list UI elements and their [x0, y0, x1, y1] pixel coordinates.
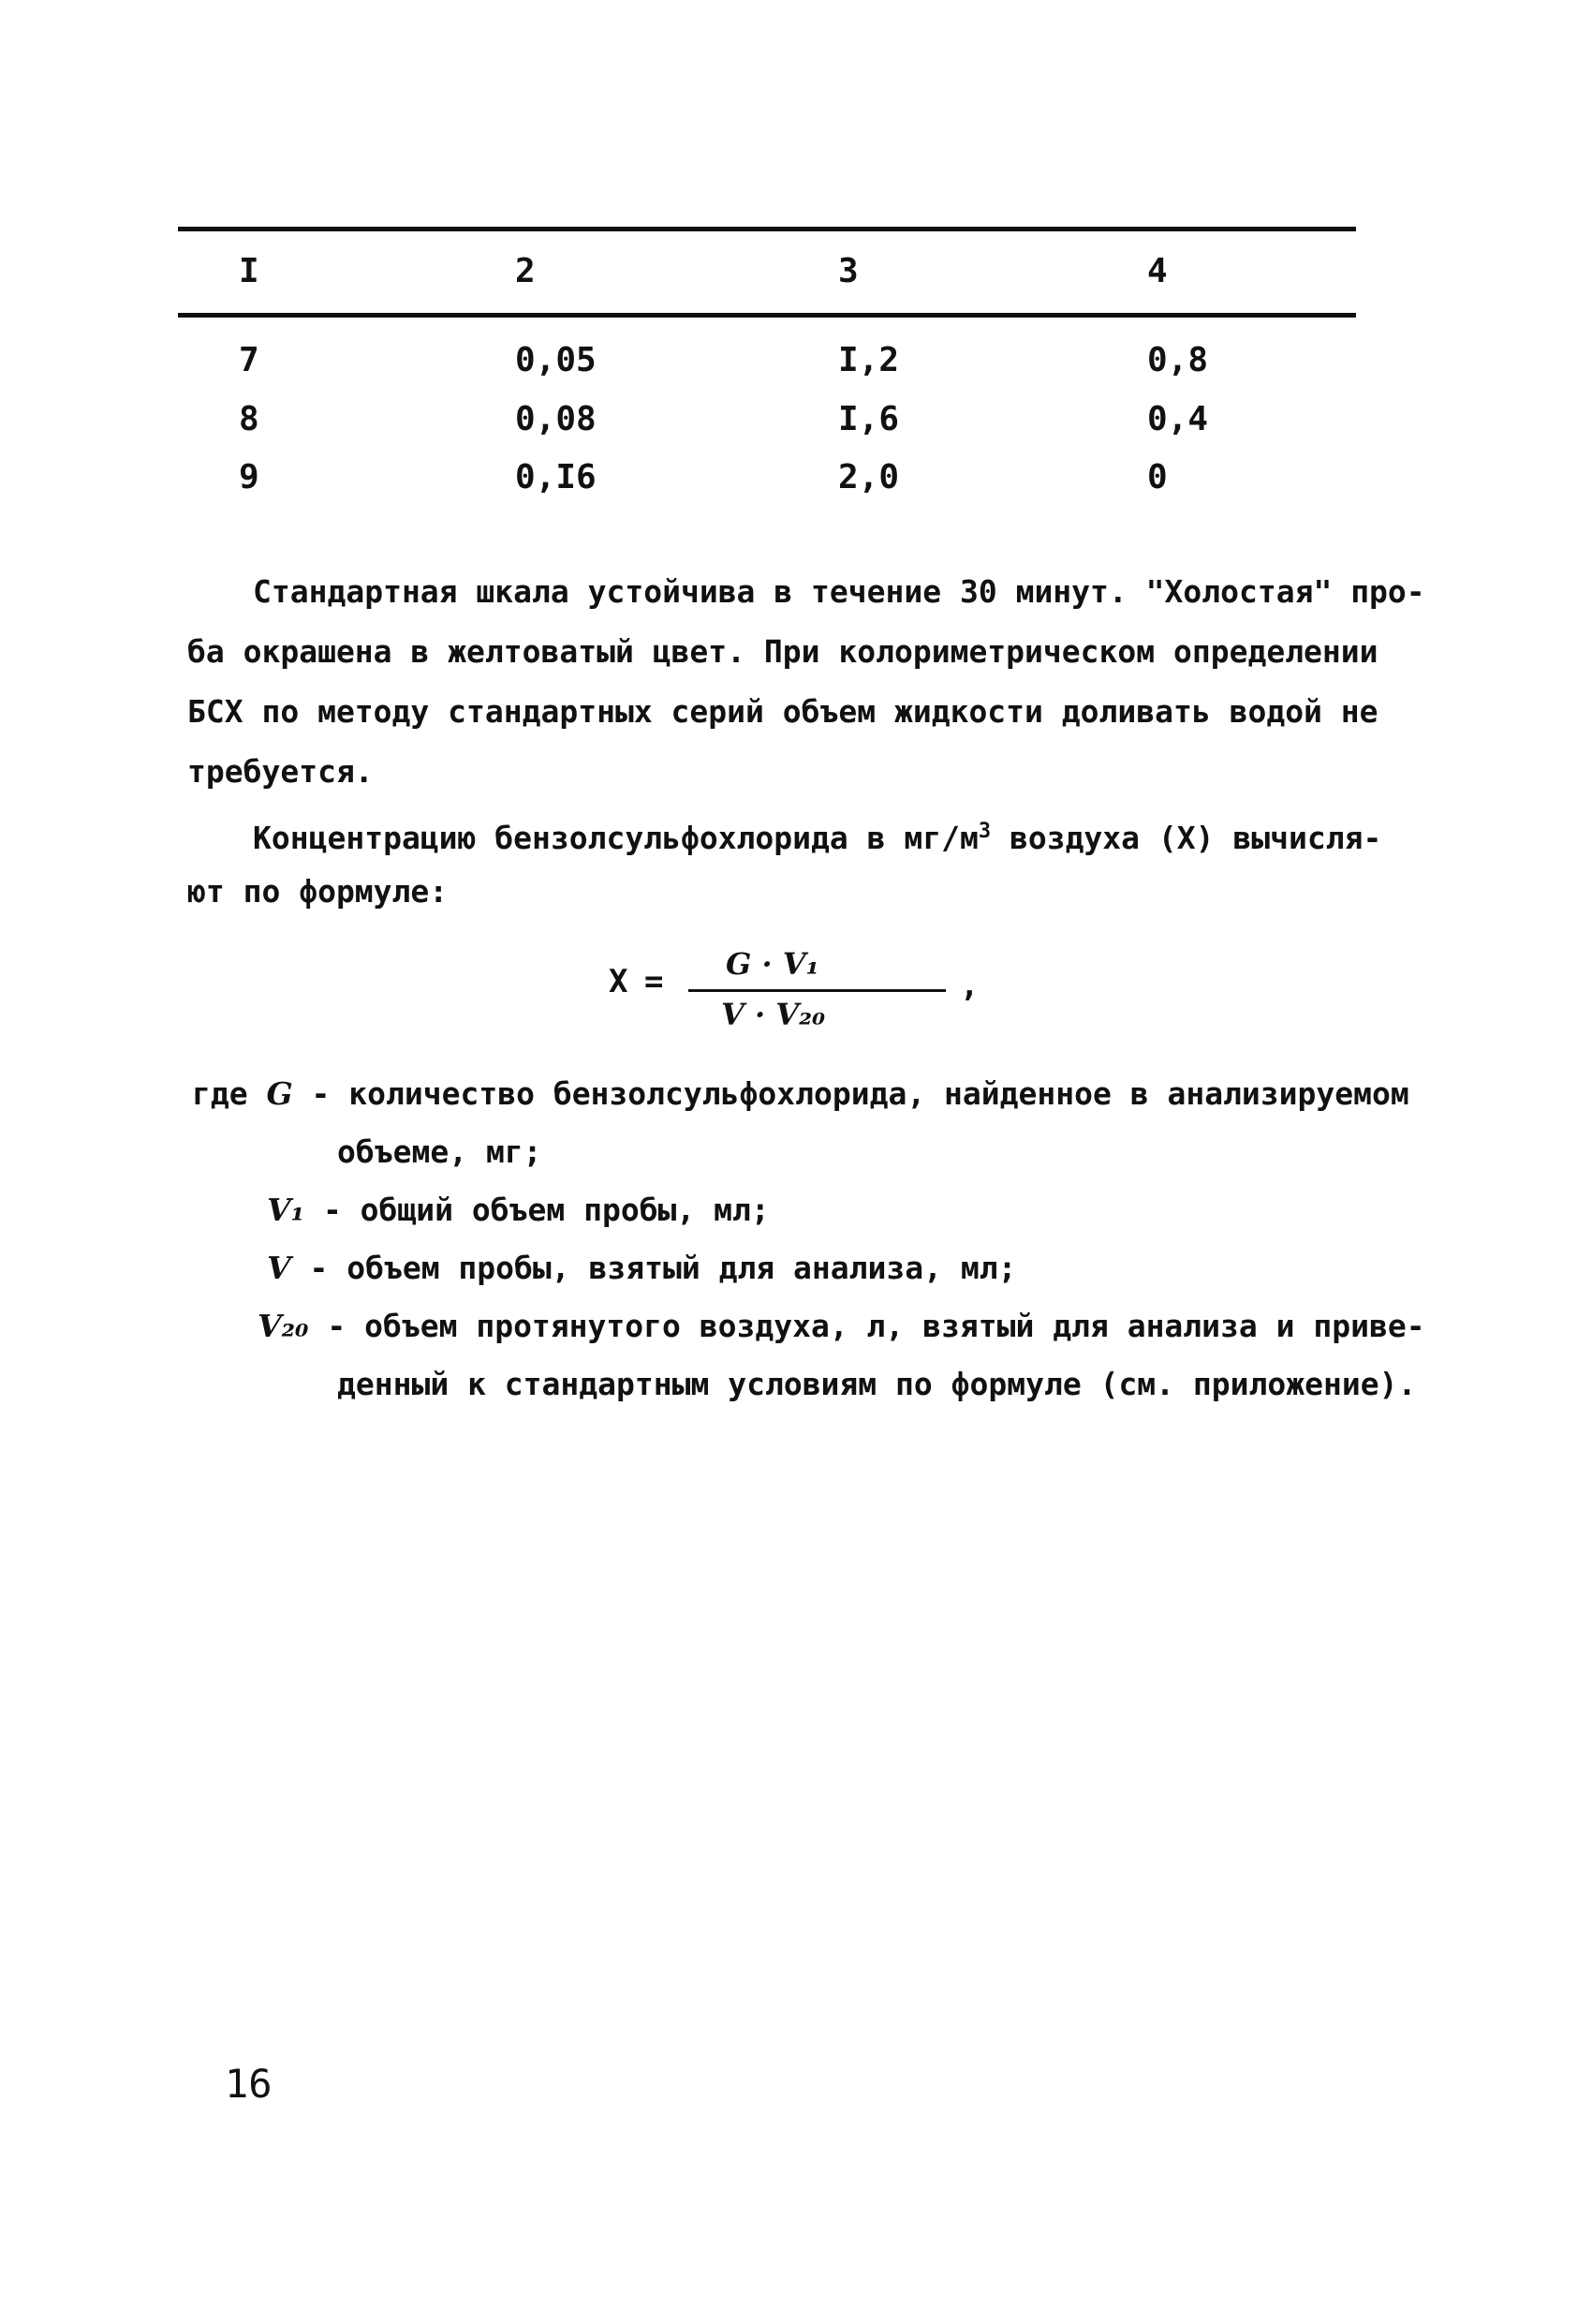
formula-comma: ,	[960, 967, 980, 1004]
table-header-col-4: 4	[1147, 252, 1168, 290]
table-cell: 2,0	[838, 458, 900, 496]
legend-text: - количество бензолсульфохлорида, найденное в анализируемом	[311, 1075, 1409, 1112]
paragraph-line: ют по формуле:	[187, 873, 449, 910]
page-number: 16	[225, 2061, 273, 2107]
table-cell: 7	[239, 341, 259, 379]
legend-text: - объем пробы, взятый для анализа, мл;	[309, 1250, 1017, 1286]
paragraph-text: воздуха (X) вычисля-	[991, 820, 1382, 856]
paragraph-line	[253, 802, 1381, 868]
table-cell: 9	[239, 458, 259, 496]
table-cell: I,6	[838, 400, 900, 438]
legend-symbol: G	[266, 1075, 293, 1112]
paragraph-line: БСХ по методу стандартных серий объем жидкости доливать водой не	[187, 693, 1378, 730]
legend-symbol: V₂₀	[258, 1308, 309, 1344]
paragraph-text: Концентрацию бензолсульфохлорида в мг/м	[253, 820, 979, 856]
legend-item	[192, 1075, 1409, 1113]
legend-text: - объем протянутого воздуха, л, взятый для анализа и приве-	[327, 1308, 1425, 1344]
formula-denominator: V · V₂₀	[721, 997, 826, 1032]
legend-text: - общий объем пробы, мл;	[322, 1192, 770, 1228]
paragraph-line: ба окрашена в желтоватый цвет. При колориметрическом определении	[187, 633, 1378, 670]
legend-symbol: V	[267, 1250, 291, 1286]
table-header-col-2: 2	[515, 252, 536, 290]
table-header-col-3: 3	[838, 252, 859, 290]
legend-continuation: денный к стандартным условиям по формуле (см. приложение).	[337, 1366, 1417, 1402]
legend-item	[267, 1250, 1016, 1287]
table-header-col-1: I	[239, 252, 259, 290]
legend-item	[258, 1308, 1425, 1345]
table-cell: 0,8	[1147, 341, 1209, 379]
table-cell: 8	[239, 400, 259, 438]
table-top-rule	[178, 227, 1356, 231]
paragraph-line: требуется.	[187, 753, 374, 790]
formula-equals: =	[644, 963, 664, 1000]
legend-intro: где	[192, 1075, 248, 1112]
legend-symbol: V₁	[267, 1192, 305, 1228]
formula	[609, 946, 1002, 1040]
table-cell: 0,08	[515, 400, 597, 438]
legend-continuation: объеме, мг;	[337, 1133, 542, 1170]
formula-lhs: X	[609, 963, 628, 1000]
formula-numerator: G · V₁	[726, 946, 819, 982]
table-cell: 0,I6	[515, 458, 597, 496]
table-cell: 0,4	[1147, 400, 1209, 438]
paragraph-line: Стандартная шкала устойчива в течение 30 минут. "Холостая" про-	[253, 573, 1425, 610]
legend-item	[267, 1192, 770, 1229]
table-cell: 0,05	[515, 341, 597, 379]
table-cell: 0	[1147, 458, 1168, 496]
table-header-rule	[178, 313, 1356, 318]
superscript: 3	[978, 820, 992, 843]
table-cell: I,2	[838, 341, 900, 379]
fraction-bar	[688, 989, 946, 992]
